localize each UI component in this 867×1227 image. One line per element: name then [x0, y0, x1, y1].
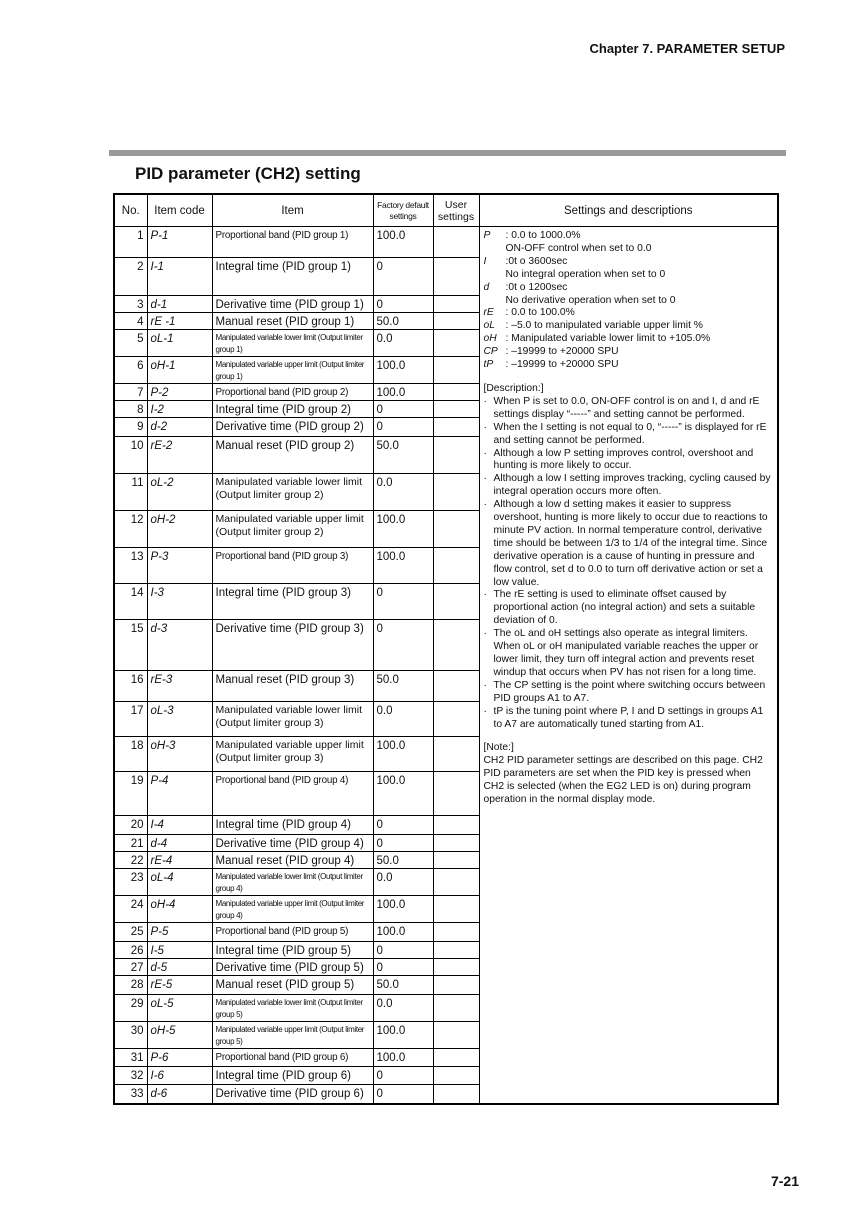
- item-code: oH-5: [147, 1022, 212, 1049]
- description-bullet: [484, 422, 774, 448]
- user-setting-cell: [433, 852, 479, 869]
- user-setting-cell: [433, 995, 479, 1022]
- row-number: 5: [114, 330, 147, 357]
- bullet-text: The CP setting is the point where switching occurs between PID groups A1 to A7.: [493, 679, 766, 704]
- row-number: 29: [114, 995, 147, 1022]
- range-value: : –19999 to +20000 SPU: [505, 359, 619, 371]
- item-name: Integral time (PID group 1): [212, 258, 373, 296]
- factory-default-value: 0: [373, 816, 433, 835]
- row-number: 31: [114, 1049, 147, 1067]
- range-value: :0t o 1200sec: [505, 281, 568, 293]
- factory-default-value: 100.0: [373, 548, 433, 584]
- factory-default-value: 0: [373, 401, 433, 418]
- factory-default-value: 0.0: [373, 869, 433, 896]
- row-number: 6: [114, 357, 147, 384]
- user-setting-cell: [433, 401, 479, 418]
- table-row: [114, 227, 778, 258]
- item-name: Integral time (PID group 6): [212, 1067, 373, 1085]
- description-bullet: [484, 628, 774, 680]
- bullet-marker: ·: [483, 421, 487, 433]
- note-text: CH2 PID parameter settings are described on this page. CH2 PID parameters are set when the PID key is pressed when CH2 is selected (when the EG2 LED is on) during program operation in the normal display mode.: [483, 755, 763, 806]
- item-name: Manipulated variable upper limit (Output limiter group 2): [212, 511, 373, 548]
- bullet-text: Although a low d setting makes it easier to suppress overshoot, hunting is more likely to occur due to reactions to minute PV action. In normal temperature control, derivative time should be between 1/3 to 1/4 of the integral time. Since derivative operation is a cause of hunting in pressure and flow control, set d to 0.0 to turn off derivative action or set a low value.: [493, 499, 768, 588]
- settings-descriptions: [479, 227, 778, 1104]
- item-code: P-2: [147, 384, 212, 401]
- item-name: Manipulated variable upper limit (Output limiter group 5): [212, 1022, 373, 1049]
- note-heading: [Note:]: [483, 742, 514, 754]
- header-item-code: Item code: [147, 194, 212, 227]
- pid-parameter-table: [113, 193, 779, 1105]
- user-setting-cell: [433, 896, 479, 923]
- header-user-settings: User settings: [433, 194, 479, 227]
- row-number: 21: [114, 835, 147, 852]
- section-divider: [109, 150, 786, 156]
- item-name: Integral time (PID group 5): [212, 942, 373, 959]
- factory-default-value: 0.0: [373, 702, 433, 737]
- range-value: : –5.0 to manipulated variable upper limit %: [505, 320, 703, 332]
- user-setting-cell: [433, 976, 479, 995]
- item-code: oH-3: [147, 737, 212, 772]
- user-setting-cell: [433, 1067, 479, 1085]
- user-setting-cell: [433, 959, 479, 976]
- row-number: 28: [114, 976, 147, 995]
- description-bullet: [484, 589, 774, 628]
- range-line: [484, 256, 774, 269]
- bullet-text: The rE setting is used to eliminate offset caused by proportional action (no integral action) and sets a suitable deviation of 0.: [493, 589, 756, 627]
- row-number: 22: [114, 852, 147, 869]
- bullet-marker: ·: [483, 705, 487, 717]
- bullet-marker: ·: [483, 473, 487, 485]
- user-setting-cell: [433, 737, 479, 772]
- factory-default-value: 50.0: [373, 852, 433, 869]
- header-factory-default: Factory default settings: [373, 194, 433, 227]
- factory-default-value: 100.0: [373, 896, 433, 923]
- factory-default-value: 50.0: [373, 976, 433, 995]
- range-value: : 0.0 to 100.0%: [505, 307, 575, 319]
- range-key: oL: [483, 320, 495, 332]
- item-name: Integral time (PID group 4): [212, 816, 373, 835]
- factory-default-value: 100.0: [373, 772, 433, 816]
- bullet-marker: ·: [483, 499, 487, 511]
- factory-default-value: 0: [373, 1085, 433, 1104]
- description-bullet: [484, 473, 774, 499]
- range-value: : Manipulated variable lower limit to +105.0%: [505, 333, 711, 345]
- row-number: 27: [114, 959, 147, 976]
- item-name: Derivative time (PID group 4): [212, 835, 373, 852]
- range-line: [484, 230, 774, 243]
- item-code: d-5: [147, 959, 212, 976]
- item-code: P-3: [147, 548, 212, 584]
- range-key: oH: [483, 333, 497, 345]
- user-setting-cell: [433, 923, 479, 942]
- item-code: oL-2: [147, 474, 212, 511]
- item-code: I-4: [147, 816, 212, 835]
- row-number: 19: [114, 772, 147, 816]
- section-title: PID parameter (CH2) setting: [135, 164, 361, 183]
- item-code: P-4: [147, 772, 212, 816]
- item-code: rE -1: [147, 313, 212, 330]
- table-header-row: [114, 194, 778, 227]
- bullet-marker: ·: [483, 628, 487, 640]
- bullet-marker: ·: [483, 447, 487, 459]
- range-note: No integral operation when set to 0: [505, 268, 666, 280]
- range-value: :0t o 3600sec: [505, 255, 568, 267]
- factory-default-value: 0: [373, 1067, 433, 1085]
- header-no: No.: [114, 194, 147, 227]
- user-setting-cell: [433, 1085, 479, 1104]
- bullet-text: When the I setting is not equal to 0, “-----” is displayed for rE and setting cannot be performed.: [493, 421, 767, 446]
- factory-default-value: 0: [373, 584, 433, 620]
- row-number: 10: [114, 437, 147, 474]
- user-setting-cell: [433, 474, 479, 511]
- item-name: Proportional band (PID group 4): [212, 772, 373, 816]
- item-code: d-3: [147, 620, 212, 671]
- row-number: 8: [114, 401, 147, 418]
- factory-default-value: 0.0: [373, 330, 433, 357]
- user-setting-cell: [433, 1022, 479, 1049]
- item-name: Manipulated variable upper limit (Output limiter group 1): [212, 357, 373, 384]
- factory-default-value: 0: [373, 296, 433, 313]
- factory-default-value: 0: [373, 620, 433, 671]
- item-code: oL-1: [147, 330, 212, 357]
- factory-default-value: 100.0: [373, 737, 433, 772]
- bullet-text: When P is set to 0.0, ON-OFF control is on and I, d and rE settings display “-----” and setting cannot be performed.: [493, 395, 760, 420]
- item-name: Manipulated variable upper limit (Output limiter group 4): [212, 896, 373, 923]
- item-name: Manipulated variable lower limit (Output limiter group 4): [212, 869, 373, 896]
- item-name: Manual reset (PID group 1): [212, 313, 373, 330]
- user-setting-cell: [433, 702, 479, 737]
- item-code: I-6: [147, 1067, 212, 1085]
- row-number: 20: [114, 816, 147, 835]
- item-code: I-2: [147, 401, 212, 418]
- item-code: d-1: [147, 296, 212, 313]
- bullet-text: The oL and oH settings also operate as integral limiters. When oL or oH manipulated variable reaches the upper or lower limit, they turn off integral action and prevents reset windup that occurs when PV has not risen for a long time.: [493, 628, 759, 678]
- range-key: I: [483, 255, 487, 267]
- range-line: [484, 307, 774, 320]
- bullet-text: tP is the tuning point where P, I and D settings in groups A1 to A7 are automatically tuned starting from A1.: [493, 705, 764, 730]
- user-setting-cell: [433, 620, 479, 671]
- item-name: Manipulated variable lower limit (Output limiter group 3): [212, 702, 373, 737]
- user-setting-cell: [433, 835, 479, 852]
- row-number: 25: [114, 923, 147, 942]
- item-code: d-2: [147, 418, 212, 437]
- user-setting-cell: [433, 671, 479, 702]
- item-name: Manual reset (PID group 3): [212, 671, 373, 702]
- user-setting-cell: [433, 357, 479, 384]
- item-name: Derivative time (PID group 3): [212, 620, 373, 671]
- description-bullet: [484, 448, 774, 474]
- row-number: 23: [114, 869, 147, 896]
- chapter-heading: Chapter 7. PARAMETER SETUP: [589, 41, 785, 56]
- item-code: I-5: [147, 942, 212, 959]
- factory-default-value: 100.0: [373, 923, 433, 942]
- item-code: oL-5: [147, 995, 212, 1022]
- item-name: Derivative time (PID group 2): [212, 418, 373, 437]
- item-name: Manipulated variable lower limit (Output limiter group 5): [212, 995, 373, 1022]
- factory-default-value: 100.0: [373, 384, 433, 401]
- user-setting-cell: [433, 869, 479, 896]
- item-code: rE-4: [147, 852, 212, 869]
- item-code: I-3: [147, 584, 212, 620]
- row-number: 32: [114, 1067, 147, 1085]
- item-name: Proportional band (PID group 5): [212, 923, 373, 942]
- range-key: CP: [483, 346, 498, 358]
- factory-default-value: 100.0: [373, 227, 433, 258]
- factory-default-value: 100.0: [373, 511, 433, 548]
- user-setting-cell: [433, 772, 479, 816]
- item-code: oH-1: [147, 357, 212, 384]
- user-setting-cell: [433, 511, 479, 548]
- description-heading: [Description:]: [483, 382, 544, 394]
- row-number: 2: [114, 258, 147, 296]
- factory-default-value: 100.0: [373, 357, 433, 384]
- item-code: I-1: [147, 258, 212, 296]
- row-number: 18: [114, 737, 147, 772]
- user-setting-cell: [433, 816, 479, 835]
- row-number: 15: [114, 620, 147, 671]
- item-code: P-1: [147, 227, 212, 258]
- item-name: Manual reset (PID group 4): [212, 852, 373, 869]
- row-number: 33: [114, 1085, 147, 1104]
- item-name: Manipulated variable upper limit (Output limiter group 3): [212, 737, 373, 772]
- row-number: 1: [114, 227, 147, 258]
- item-code: P-5: [147, 923, 212, 942]
- description-bullet: [484, 706, 774, 732]
- row-number: 13: [114, 548, 147, 584]
- range-value: : –19999 to +20000 SPU: [505, 346, 619, 358]
- row-number: 14: [114, 584, 147, 620]
- row-number: 9: [114, 418, 147, 437]
- item-code: d-4: [147, 835, 212, 852]
- row-number: 11: [114, 474, 147, 511]
- item-name: Proportional band (PID group 1): [212, 227, 373, 258]
- item-name: Derivative time (PID group 1): [212, 296, 373, 313]
- item-name: Manipulated variable lower limit (Output limiter group 2): [212, 474, 373, 511]
- factory-default-value: 0: [373, 418, 433, 437]
- row-number: 30: [114, 1022, 147, 1049]
- factory-default-value: 100.0: [373, 1049, 433, 1067]
- bullet-text: Although a low I setting improves tracking, cycling caused by integral operation occurs more often.: [493, 473, 771, 498]
- description-bullet: [484, 680, 774, 706]
- user-setting-cell: [433, 942, 479, 959]
- item-code: d-6: [147, 1085, 212, 1104]
- user-setting-cell: [433, 296, 479, 313]
- user-setting-cell: [433, 330, 479, 357]
- item-name: Manipulated variable lower limit (Output limiter group 1): [212, 330, 373, 357]
- row-number: 7: [114, 384, 147, 401]
- factory-default-value: 50.0: [373, 313, 433, 330]
- range-value: : 0.0 to 1000.0%: [505, 230, 581, 241]
- item-code: rE-5: [147, 976, 212, 995]
- header-settings-descriptions: Settings and descriptions: [479, 194, 778, 227]
- item-code: oH-2: [147, 511, 212, 548]
- row-number: 26: [114, 942, 147, 959]
- row-number: 3: [114, 296, 147, 313]
- user-setting-cell: [433, 1049, 479, 1067]
- description-bullet: [484, 499, 774, 589]
- factory-default-value: 0: [373, 942, 433, 959]
- item-code: oH-4: [147, 896, 212, 923]
- row-number: 17: [114, 702, 147, 737]
- user-setting-cell: [433, 584, 479, 620]
- range-line: [484, 359, 774, 372]
- bullet-marker: ·: [483, 395, 487, 407]
- item-name: Proportional band (PID group 6): [212, 1049, 373, 1067]
- range-key: rE: [483, 307, 494, 319]
- user-setting-cell: [433, 437, 479, 474]
- range-key: P: [483, 230, 491, 241]
- user-setting-cell: [433, 384, 479, 401]
- range-key: d: [483, 281, 490, 293]
- range-note: No derivative operation when set to 0: [505, 294, 676, 306]
- description-bullet: [484, 396, 774, 422]
- item-name: Manual reset (PID group 2): [212, 437, 373, 474]
- user-setting-cell: [433, 227, 479, 258]
- factory-default-value: 0.0: [373, 474, 433, 511]
- range-line: [484, 282, 774, 295]
- user-setting-cell: [433, 258, 479, 296]
- header-item: Item: [212, 194, 373, 227]
- item-name: Manual reset (PID group 5): [212, 976, 373, 995]
- bullet-marker: ·: [483, 589, 487, 601]
- factory-default-value: 0.0: [373, 995, 433, 1022]
- range-line: [484, 320, 774, 333]
- item-name: Integral time (PID group 3): [212, 584, 373, 620]
- factory-default-value: 50.0: [373, 437, 433, 474]
- bullet-text: Although a low P setting improves control, overshoot and hunting is more likely to occur.: [493, 447, 754, 472]
- factory-default-value: 0: [373, 835, 433, 852]
- row-number: 24: [114, 896, 147, 923]
- factory-default-value: 50.0: [373, 671, 433, 702]
- user-setting-cell: [433, 313, 479, 330]
- item-name: Proportional band (PID group 3): [212, 548, 373, 584]
- bullet-marker: ·: [483, 679, 487, 691]
- item-code: rE-2: [147, 437, 212, 474]
- range-line: [484, 333, 774, 346]
- factory-default-value: 0: [373, 258, 433, 296]
- item-name: Proportional band (PID group 2): [212, 384, 373, 401]
- item-code: oL-3: [147, 702, 212, 737]
- row-number: 16: [114, 671, 147, 702]
- factory-default-value: 100.0: [373, 1022, 433, 1049]
- item-name: Derivative time (PID group 5): [212, 959, 373, 976]
- item-code: rE-3: [147, 671, 212, 702]
- row-number: 12: [114, 511, 147, 548]
- item-name: Derivative time (PID group 6): [212, 1085, 373, 1104]
- range-line: [484, 346, 774, 359]
- row-number: 4: [114, 313, 147, 330]
- user-setting-cell: [433, 548, 479, 584]
- page-number: 7-21: [770, 1173, 799, 1189]
- range-note: ON-OFF control when set to 0.0: [505, 242, 652, 254]
- factory-default-value: 0: [373, 959, 433, 976]
- item-code: oL-4: [147, 869, 212, 896]
- item-name: Integral time (PID group 2): [212, 401, 373, 418]
- user-setting-cell: [433, 418, 479, 437]
- item-code: P-6: [147, 1049, 212, 1067]
- range-key: tP: [483, 359, 494, 371]
